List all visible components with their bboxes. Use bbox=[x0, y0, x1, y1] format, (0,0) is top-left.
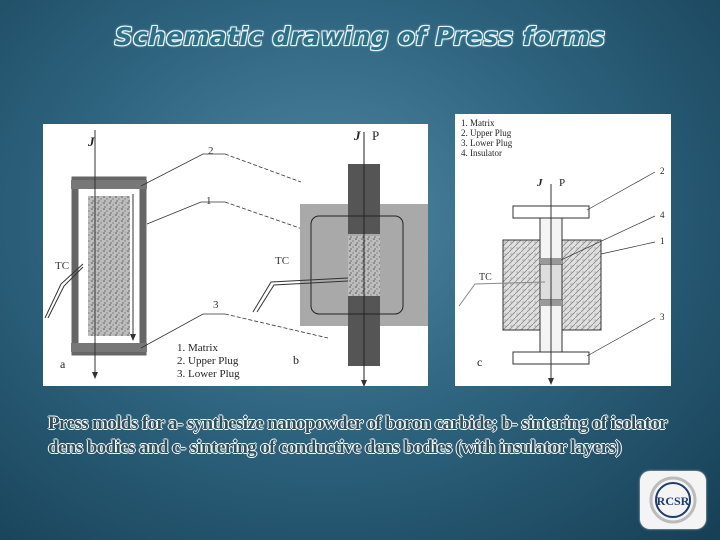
figure-caption: Press molds for a- synthesize nanopowder of boron carbide; b- sintering of isolator dens bodies and c- sintering of conductive dens bodies (with insulator layers) bbox=[48, 413, 667, 458]
tc-label-b: TC bbox=[275, 255, 290, 267]
pressure-label-c: P bbox=[559, 177, 566, 189]
legend-item: 3. Lower Plug bbox=[177, 368, 240, 380]
current-symbol-b: J bbox=[354, 128, 361, 143]
callout-line-2a bbox=[141, 154, 225, 186]
diagram-label-a: a bbox=[60, 357, 66, 371]
legend-item: 1. Matrix bbox=[461, 118, 495, 128]
press-mold-c bbox=[459, 184, 601, 382]
callout-4c: 4 bbox=[660, 210, 665, 220]
diagram-label-c: c bbox=[477, 355, 483, 369]
diagram-c bbox=[455, 114, 671, 386]
tc-label-a: TC bbox=[55, 260, 70, 272]
callout-3: 3 bbox=[213, 299, 219, 311]
tc-label-c: TC bbox=[479, 272, 492, 283]
diagram-ab-panel bbox=[43, 124, 428, 386]
callout-2c: 2 bbox=[660, 166, 665, 176]
legend-item: 1. Matrix bbox=[177, 342, 218, 354]
powder-a bbox=[88, 196, 130, 336]
logo-text: RCSR bbox=[656, 494, 690, 508]
diagram-ab bbox=[43, 124, 428, 386]
callout-1: 1 bbox=[206, 195, 212, 207]
current-symbol-c: J bbox=[537, 177, 543, 189]
press-mold-a bbox=[45, 130, 147, 376]
upper-plug-a bbox=[71, 180, 147, 189]
legend-item: 4. Insulator bbox=[461, 148, 502, 158]
rcsr-logo bbox=[640, 471, 706, 529]
pressure-label-b: P bbox=[372, 128, 380, 143]
callout-line-1a bbox=[147, 202, 225, 224]
rcsr-logo-icon bbox=[640, 471, 706, 529]
lower-plug-a bbox=[71, 343, 147, 352]
current-symbol-a: J bbox=[88, 134, 95, 149]
diagram-c-panel bbox=[455, 114, 671, 386]
legend-c bbox=[461, 118, 513, 158]
callout-1c: 1 bbox=[660, 236, 665, 246]
legend-item: 3. Lower Plug bbox=[461, 138, 513, 148]
legend-ab bbox=[177, 342, 240, 380]
slide-title: Schematic drawing of Press forms bbox=[114, 22, 606, 51]
callout-3c: 3 bbox=[660, 312, 665, 322]
legend-item: 2. Upper Plug bbox=[177, 355, 239, 367]
callout-2: 2 bbox=[208, 145, 214, 157]
legend-item: 2. Upper Plug bbox=[461, 128, 512, 138]
diagram-label-b: b bbox=[293, 353, 299, 367]
